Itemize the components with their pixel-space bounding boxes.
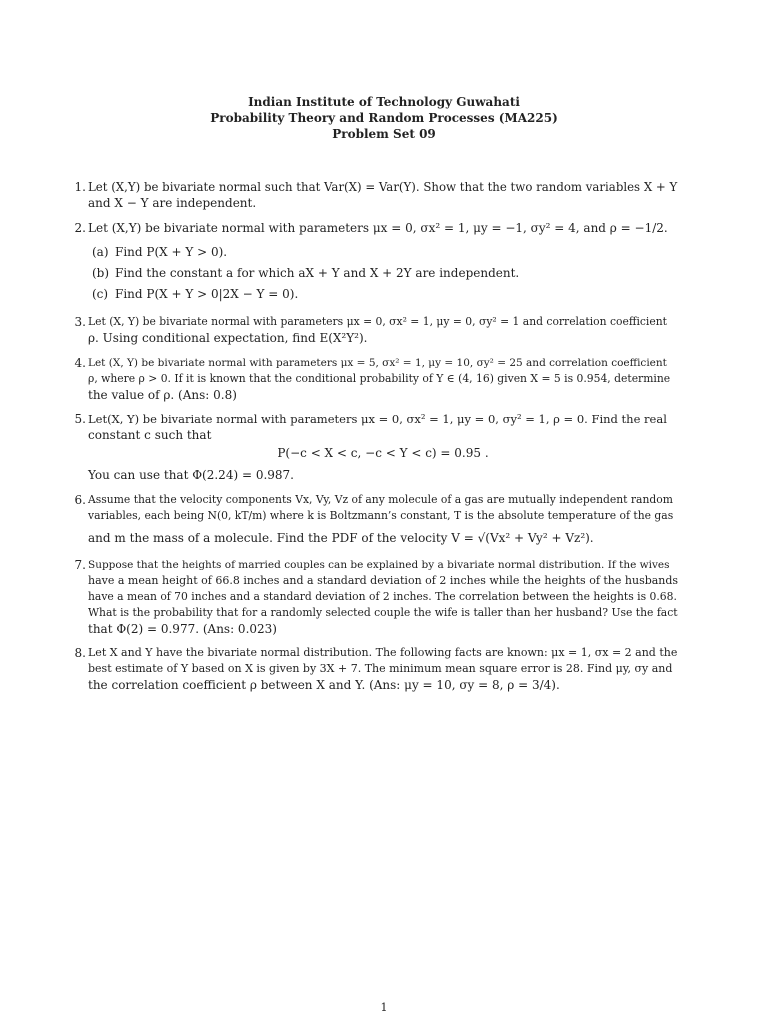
problem-number: 2. xyxy=(74,221,86,235)
institution-title: Indian Institute of Technology Guwahati xyxy=(248,95,520,109)
problem-text-line: the correlation coefficient ρ between X and Y. (Ans: μy = 10, σy = 8, ρ = 3/4). xyxy=(88,678,560,692)
problem-text-line: variables, each being N(0, kT/m) where k is Boltzmann’s constant, T is the absolute temperature of the gas xyxy=(88,509,674,522)
problem-text-line: Let (X, Y) be bivariate normal with parameters μx = 5, σx² = 1, μy = 10, σy² = 25 and correlation coefficient xyxy=(88,357,667,369)
problem-text-line: Let (X, Y) be bivariate normal with parameters μx = 0, σx² = 1, μy = 0, σy² = 1 and correlation coefficient xyxy=(88,315,667,328)
problem-text-line: Let (X,Y) be bivariate normal with parameters μx = 0, σx² = 1, μy = −1, σy² = 4, and ρ = −1/2. xyxy=(88,221,668,235)
problem-text-line: Let (X,Y) be bivariate normal such that Var(X) = Var(Y). Show that the two random variables X + Y xyxy=(88,180,678,194)
problem-text-line: have a mean of 70 inches and a standard deviation of 2 inches. The correlation between the heights is 0.68. xyxy=(88,590,677,603)
problem-set-title: Problem Set 09 xyxy=(332,127,436,141)
subpart-b xyxy=(88,265,678,286)
problem-number: 3. xyxy=(74,315,86,329)
subpart-text: Find the constant a for which aX + Y and X + 2Y are independent. xyxy=(115,266,520,280)
subpart-text: Find P(X + Y > 0|2X − Y = 0). xyxy=(115,287,299,301)
problem-text-line: Suppose that the heights of married couples can be explained by a bivariate normal distribution. If the wives xyxy=(88,559,670,571)
page-number: 1 xyxy=(380,1001,388,1014)
course-title: Probability Theory and Random Processes (MA225) xyxy=(210,111,558,125)
problem-note: You can use that Φ(2.24) = 0.987. xyxy=(88,468,294,482)
problem-number: 1. xyxy=(74,180,86,194)
problem-text-line: the value of ρ. (Ans: 0.8) xyxy=(88,388,237,402)
problem-number: 7. xyxy=(74,558,86,572)
problem-text-line: Let(X, Y) be bivariate normal with parameters μx = 0, σx² = 1, μy = 0, σy² = 1, ρ = 0. Find the real xyxy=(88,412,667,426)
problem-text-line: Assume that the velocity components Vx, Vy, Vz of any molecule of a gas are mutually independent random xyxy=(88,493,673,506)
subpart-label: (a) xyxy=(92,245,109,259)
problem-number: 6. xyxy=(74,493,86,507)
problem-number: 4. xyxy=(74,356,86,370)
document-header xyxy=(0,94,768,142)
problem-text-line: ρ, where ρ > 0. If it is known that the conditional probability of Y ∈ (4, 16) given X = 5 is 0.954, determine xyxy=(88,372,671,385)
subpart-a xyxy=(88,244,678,265)
problem-text-line: ρ. Using conditional expectation, find E(X²Y²). xyxy=(88,331,368,345)
problem-text-line: best estimate of Y based on X is given by 3X + 7. The minimum mean square error is 28. Find μy, σy and xyxy=(88,662,673,675)
problem-text-line: constant c such that xyxy=(88,428,212,442)
problem-text-line: Let X and Y have the bivariate normal distribution. The following facts are known: μx = 1, σx = 2 and the xyxy=(88,646,678,659)
subpart-label: (b) xyxy=(92,266,110,280)
problem-number: 5. xyxy=(74,412,86,426)
problem-text-line: have a mean height of 66.8 inches and a standard deviation of 2 inches while the heights of the husbands xyxy=(88,574,679,587)
subpart-c xyxy=(88,286,678,307)
problem-text-line: that Φ(2) = 0.977. (Ans: 0.023) xyxy=(88,622,277,636)
display-equation: P(−c < X < c, −c < Y < c) = 0.95 . xyxy=(277,446,489,460)
problem-text-line: and X − Y are independent. xyxy=(88,196,257,210)
subpart-label: (c) xyxy=(92,287,109,301)
problem-text-line: What is the probability that for a randomly selected couple the wife is taller than her husband? Use the fact xyxy=(88,606,678,619)
problem-number: 8. xyxy=(74,646,86,660)
subpart-text: Find P(X + Y > 0). xyxy=(115,245,228,259)
problem-text-line: and m the mass of a molecule. Find the PDF of the velocity V = √(Vx² + Vy² + Vz²). xyxy=(88,531,594,545)
